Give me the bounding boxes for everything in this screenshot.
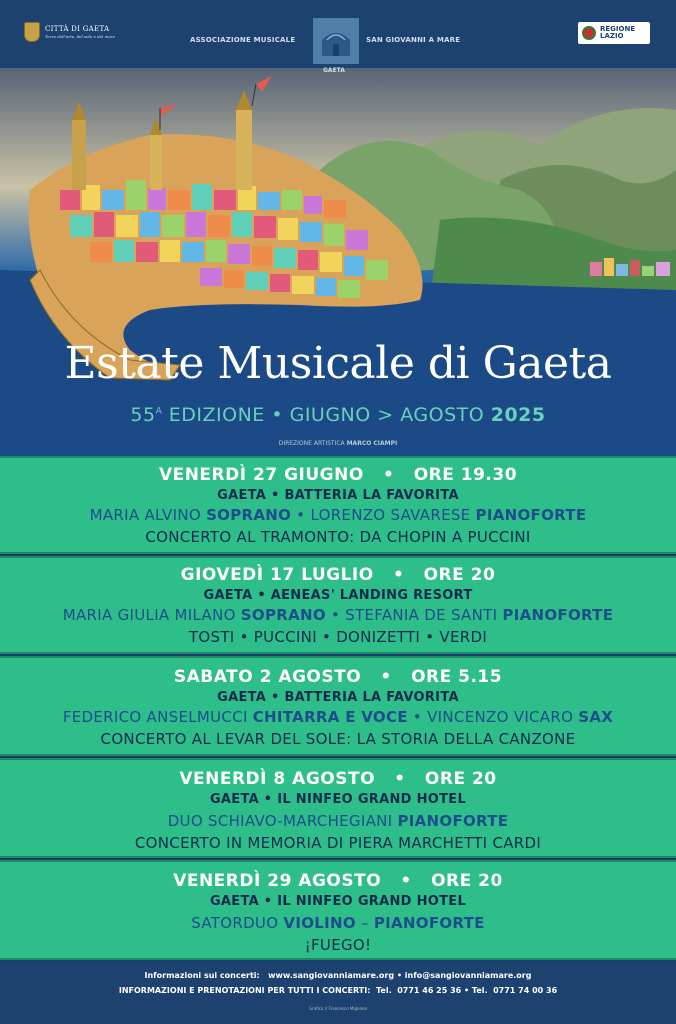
concert-date: VENERDÌ 27 GIUGNO bbox=[158, 465, 364, 485]
concert-time: ORE 5.15 bbox=[411, 667, 503, 687]
info-label: Informazioni sui concerti: bbox=[144, 971, 260, 980]
concert-date: VENERDÌ 8 AGOSTO bbox=[179, 769, 376, 789]
booking-label: INFORMAZIONI E PRENOTAZIONI PER TUTTI I CONCERTI: bbox=[118, 986, 371, 995]
concert-program: CONCERTO AL LEVAR DEL SOLE: LA STORIA DELLA CANZONE bbox=[100, 730, 576, 748]
edition-number: 55 bbox=[130, 404, 156, 426]
regione-lazio-logo bbox=[578, 22, 650, 44]
tel-label: Tel. bbox=[376, 986, 392, 995]
director-name: MARCO CIAMPI bbox=[346, 440, 398, 447]
concert-card bbox=[0, 860, 676, 960]
concert-performers bbox=[0, 812, 676, 830]
regione-label: REGIONE bbox=[600, 25, 636, 33]
concert-card bbox=[0, 758, 676, 858]
phone-number[interactable]: 0771 74 00 36 bbox=[493, 986, 558, 995]
header-bar bbox=[0, 0, 676, 74]
festival-title: Estate Musicale di Gaeta bbox=[64, 338, 612, 389]
concert-date-time: VENERDÌ 29 AGOSTO • ORE 20 bbox=[173, 871, 503, 891]
concert-program: TOSTI • PUCCINI • DONIZETTI • VERDI bbox=[188, 628, 488, 646]
venue-name: BATTERIA LA FAVORITA bbox=[284, 690, 459, 705]
association-city: GAETA bbox=[323, 67, 345, 74]
performer-name: MARIA GIULIA MILANO bbox=[62, 606, 236, 624]
gaeta-illustration bbox=[0, 40, 676, 460]
performer-role: SOPRANO bbox=[206, 506, 292, 524]
footer-info-line: Informazioni sui concerti: www.sangiovanniamare.org • info@sangiovanniamare.org bbox=[144, 971, 532, 980]
concert-card bbox=[0, 556, 676, 654]
concert-city: GAETA bbox=[203, 588, 253, 603]
city-name: CITTÀ DI GAETA bbox=[45, 25, 110, 33]
website-link[interactable]: www.sangiovanniamare.org bbox=[268, 971, 395, 980]
concert-program: CONCERTO AL TRAMONTO: DA CHOPIN A PUCCINI bbox=[145, 528, 531, 546]
performer-name: VINCENZO VICARO bbox=[427, 708, 574, 726]
tel-label: Tel. bbox=[471, 986, 488, 995]
concert-city: GAETA bbox=[209, 792, 259, 807]
edition-text: EDIZIONE • GIUGNO > AGOSTO bbox=[168, 404, 485, 426]
concert-time: ORE 20 bbox=[431, 871, 503, 891]
concert-performers: SATORDUO VIOLINO – PIANOFORTE bbox=[191, 914, 485, 932]
performer-role: PIANOFORTE bbox=[475, 506, 587, 524]
gaeta-crest-icon bbox=[24, 22, 40, 42]
concert-city: GAETA bbox=[217, 488, 267, 503]
artistic-direction bbox=[0, 440, 676, 447]
venue-name: BATTERIA LA FAVORITA bbox=[284, 488, 459, 503]
concert-city: GAETA bbox=[209, 894, 259, 909]
city-motto: Terra dell'arte, del sole e del mare bbox=[45, 34, 116, 39]
concert-performers: MARIA GIULIA MILANO SOPRANO • STEFANIA DE SANTI PIANOFORTE bbox=[62, 606, 614, 624]
concert-program: CONCERTO IN MEMORIA DI PIERA MARCHETTI CARDI bbox=[134, 834, 542, 852]
concert-time: ORE 19.30 bbox=[413, 465, 518, 485]
performer-role: CHITARRA E VOCE bbox=[252, 708, 408, 726]
performer-name: STEFANIA DE SANTI bbox=[345, 606, 498, 624]
performer-role: SOPRANO bbox=[240, 606, 326, 624]
performer-name: FEDERICO ANSELMUCCI bbox=[62, 708, 248, 726]
performer-name: MARIA ALVINO bbox=[89, 506, 201, 524]
performer-role: SAX bbox=[578, 708, 614, 726]
performer-role: PIANOFORTE bbox=[397, 812, 509, 830]
direction-label: DIREZIONE ARTISTICA bbox=[278, 440, 345, 447]
performer-name: SATORDUO bbox=[191, 914, 279, 932]
edition-year: 2025 bbox=[490, 404, 546, 426]
concert-performers: FEDERICO ANSELMUCCI CHITARRA E VOCE • VINCENZO VICARO SAX bbox=[62, 708, 614, 726]
email-link[interactable]: info@sangiovanniamare.org bbox=[404, 971, 532, 980]
city-of-gaeta-logo bbox=[24, 22, 115, 42]
concert-date-time: SABATO 2 AGOSTO • ORE 5.15 bbox=[173, 667, 503, 687]
concert-venue: GAETA • AENEAS' LANDING RESORT bbox=[203, 588, 473, 603]
concert-date-time: GIOVEDÌ 17 LUGLIO • ORE 20 bbox=[180, 565, 496, 585]
graphic-credits: Grafica // Francesco Mignano bbox=[309, 1006, 367, 1011]
edition-ordinal: A bbox=[155, 406, 163, 417]
footer bbox=[0, 962, 676, 1024]
lazio-label: LAZIO bbox=[600, 32, 624, 40]
concert-date: VENERDÌ 29 AGOSTO bbox=[173, 871, 382, 891]
concert-date: GIOVEDÌ 17 LUGLIO bbox=[180, 565, 374, 585]
concert-program: ¡FUEGO! bbox=[304, 936, 372, 954]
association-name-right: SAN GIOVANNI A MARE bbox=[366, 36, 461, 44]
phone-number[interactable]: 0771 46 25 36 bbox=[397, 986, 462, 995]
concert-venue: GAETA • BATTERIA LA FAVORITA bbox=[217, 690, 459, 705]
regione-emblem-icon bbox=[582, 26, 596, 40]
performer-role: PIANOFORTE bbox=[373, 914, 485, 932]
concert-venue: GAETA • BATTERIA LA FAVORITA bbox=[217, 488, 459, 503]
concert-date: SABATO 2 AGOSTO bbox=[173, 667, 362, 687]
concert-card bbox=[0, 656, 676, 756]
association-name-left: ASSOCIAZIONE MUSICALE bbox=[190, 36, 296, 44]
performer-name: DUO SCHIAVO-MARCHEGIANI bbox=[167, 812, 393, 830]
performer-name: LORENZO SAVARESE bbox=[310, 506, 471, 524]
performer-role: PIANOFORTE bbox=[502, 606, 614, 624]
concert-list bbox=[0, 456, 676, 960]
footer-booking-line: INFORMAZIONI E PRENOTAZIONI PER TUTTI I CONCERTI: Tel. 0771 46 25 36 • Tel. 0771 74 00 36 bbox=[118, 986, 558, 995]
performer-role: VIOLINO bbox=[283, 914, 356, 932]
concert-date-time: VENERDÌ 27 GIUGNO • ORE 19.30 bbox=[158, 465, 518, 485]
venue-name: IL NINFEO GRAND HOTEL bbox=[277, 792, 467, 807]
concert-city: GAETA bbox=[217, 690, 267, 705]
venue-name: IL NINFEO GRAND HOTEL bbox=[277, 894, 467, 909]
concert-venue: GAETA • IL NINFEO GRAND HOTEL bbox=[209, 894, 467, 909]
concert-performers: MARIA ALVINO SOPRANO • LORENZO SAVARESE PIANOFORTE bbox=[89, 506, 587, 524]
concert-time: ORE 20 bbox=[424, 769, 497, 789]
concert-venue: GAETA • IL NINFEO GRAND HOTEL bbox=[209, 792, 467, 807]
venue-name: AENEAS' LANDING RESORT bbox=[270, 588, 473, 603]
association-logo-icon bbox=[313, 18, 359, 64]
concert-time: ORE 20 bbox=[423, 565, 496, 585]
concert-card bbox=[0, 456, 676, 554]
church-icon bbox=[313, 18, 359, 64]
concert-date-time: VENERDÌ 8 AGOSTO • ORE 20 bbox=[179, 769, 497, 789]
edition-line bbox=[0, 404, 676, 426]
